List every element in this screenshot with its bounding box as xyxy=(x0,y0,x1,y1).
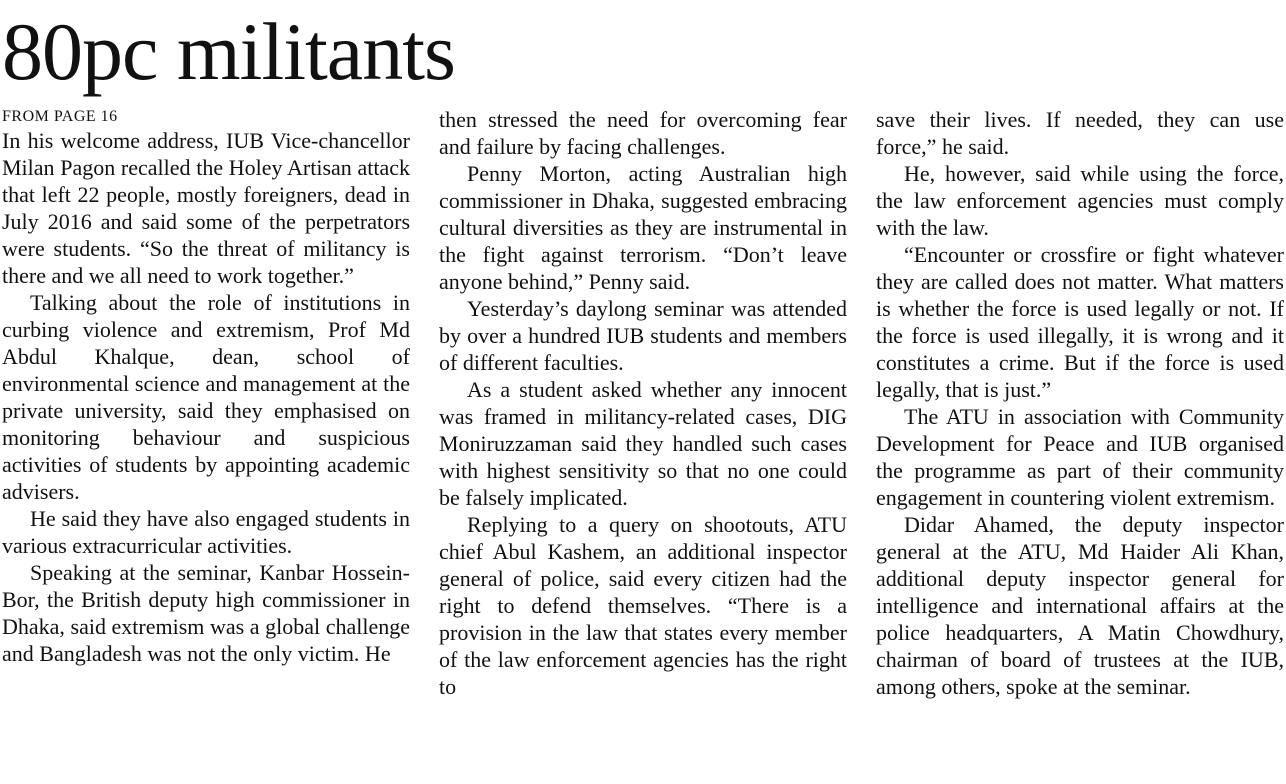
paragraph: Penny Morton, acting Australian high commissioner in Dhaka, suggested embracing cultural diversities as they are instrumental in the fight against terrorism. “Don’t leave anyone behind,” Penny said. xyxy=(439,161,847,294)
paragraph: then stressed the need for overcoming fear and failure by facing challenges. xyxy=(439,107,847,159)
headline: 80pc militants xyxy=(2,6,455,97)
paragraph: In his welcome address, IUB Vice-chancellor Milan Pagon recalled the Holey Artisan attack that left 22 people, mostly foreigners, dead in July 2016 and said some of the perpetrators were students. “So the threat of militancy is there and we all need to work together.” xyxy=(2,128,410,288)
paragraph: Yesterday’s daylong seminar was attended by over a hundred IUB students and members of different faculties. xyxy=(439,296,847,375)
paragraph: The ATU in association with Community Development for Peace and IUB organised the programme as part of their community engagement in countering violent extremism. xyxy=(876,404,1284,510)
paragraph: He said they have also engaged students in various extracurricular activities. xyxy=(2,506,410,558)
paragraph: “Encounter or crossfire or fight whatever they are called does not matter. What matters is whether the force is used legally or not. If the force is used illegally, it is wrong and it constitutes a crime. But if the force is used legally, that is just.” xyxy=(876,242,1284,402)
paragraph: Didar Ahamed, the deputy inspector general at the ATU, Md Haider Ali Khan, additional deputy inspector general for intelligence and international affairs at the police headquarters, A Matin Chowdhury, chairman of board of trustees at the IUB, among others, spoke at the seminar. xyxy=(876,512,1284,699)
paragraph: Replying to a query on shootouts, ATU chief Abul Kashem, an additional inspector general of police, said every citizen had the right to defend themselves. “There is a provision in the law that states every member of the law enforcement agencies has the right to xyxy=(439,512,847,699)
paragraph: As a student asked whether any innocent was framed in militancy-related cases, DIG Moniruzzaman said they handled such cases with highest sensitivity so that no one could be falsely implicated. xyxy=(439,377,847,510)
article-column-3 xyxy=(876,106,1284,700)
article-column-1 xyxy=(2,127,410,667)
paragraph: He, however, said while using the force, the law enforcement agencies must comply with the law. xyxy=(876,161,1284,240)
article-column-2 xyxy=(439,106,847,700)
paragraph: Talking about the role of institutions in curbing violence and extremism, Prof Md Abdul Khalque, dean, school of environmental science and management at the private university, said they emphasised on monitoring behaviour and suspicious activities of students by appointing academic advisers. xyxy=(2,290,410,504)
jump-line: FROM PAGE 16 xyxy=(2,108,118,125)
paragraph: Speaking at the seminar, Kanbar Hossein-Bor, the British deputy high commissioner in Dhaka, said extremism was a global challenge and Bangladesh was not the only victim. He xyxy=(2,560,410,666)
paragraph: save their lives. If needed, they can use force,” he said. xyxy=(876,107,1284,159)
